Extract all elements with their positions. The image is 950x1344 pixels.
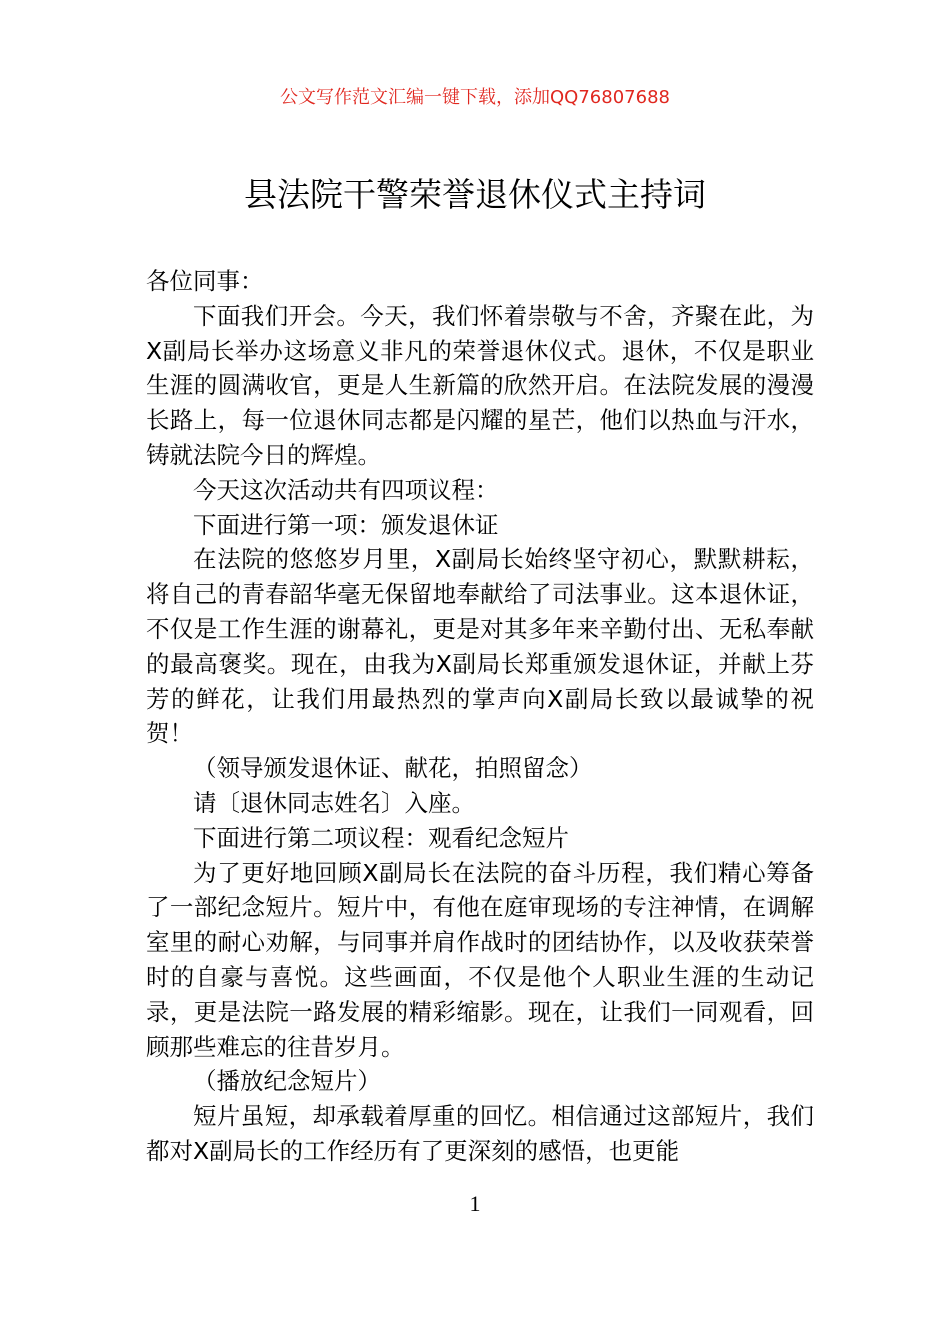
agenda-item-2-heading: 下面进行第二项议程：观看纪念短片	[193, 823, 569, 852]
document-body	[146, 264, 814, 1169]
document-title: 县法院干警荣誉退休仪式主持词	[244, 175, 706, 214]
download-banner: 公文写作范文汇编一键下载，添加QQ76807688	[280, 87, 670, 108]
stage-note-film: （播放纪念短片）	[193, 1067, 381, 1096]
paragraph-short-film: 为了更好地回顾X副局长在法院的奋斗历程，我们精心筹备了一部纪念短片。短片中，有他在庭审现场的专注神情，在调解室里的耐心劝解，与同事并肩作战时的团结协作，以及收获荣誉时的自豪与喜悦。这些画面，不仅是他个人职业生涯的生动记录，更是法院一路发展的精彩缩影。现在，让我们一同观看，回顾那些难忘的往昔岁月。	[146, 858, 814, 1061]
salutation: 各位同事：	[146, 267, 264, 295]
paragraph-certificate: 在法院的悠悠岁月里，X副局长始终坚守初心，默默耕耘，将自己的青春韶华毫无保留地奉献给了司法事业。这本退休证，不仅是工作生涯的谢幕礼，更是对其多年来辛勤付出、无私奉献的最高褒奖。现在，由我为X副局长郑重颁发退休证，并献上芬芳的鲜花，让我们用最热烈的掌声向X副局长致以最诚挚的祝贺！	[146, 545, 814, 748]
agenda-item-1-heading: 下面进行第一项：颁发退休证	[193, 510, 499, 539]
stage-note-certificate: （领导颁发退休证、献花，拍照留念）	[193, 754, 593, 783]
paragraph-film-reflection: 短片虽短，却承载着厚重的回忆。相信通过这部短片，我们都对X副局长的工作经历有了更深刻的感悟，也更能	[146, 1102, 814, 1165]
paragraph-agenda-intro: 今天这次活动共有四项议程：	[193, 475, 499, 504]
paragraph-seating: 请〔退休同志姓名〕入座。	[193, 788, 475, 817]
paragraph-opening: 下面我们开会。今天，我们怀着崇敬与不舍，齐聚在此，为X副局长举办这场意义非凡的荣誉退休仪式。退休，不仅是职业生涯的圆满收官，更是人生新篇的欣然开启。在法院发展的漫漫长路上，每一位退休同志都是闪耀的星芒，他们以热血与汗水，铸就法院今日的辉煌。	[146, 301, 814, 469]
page-number: 1	[469, 1191, 481, 1216]
